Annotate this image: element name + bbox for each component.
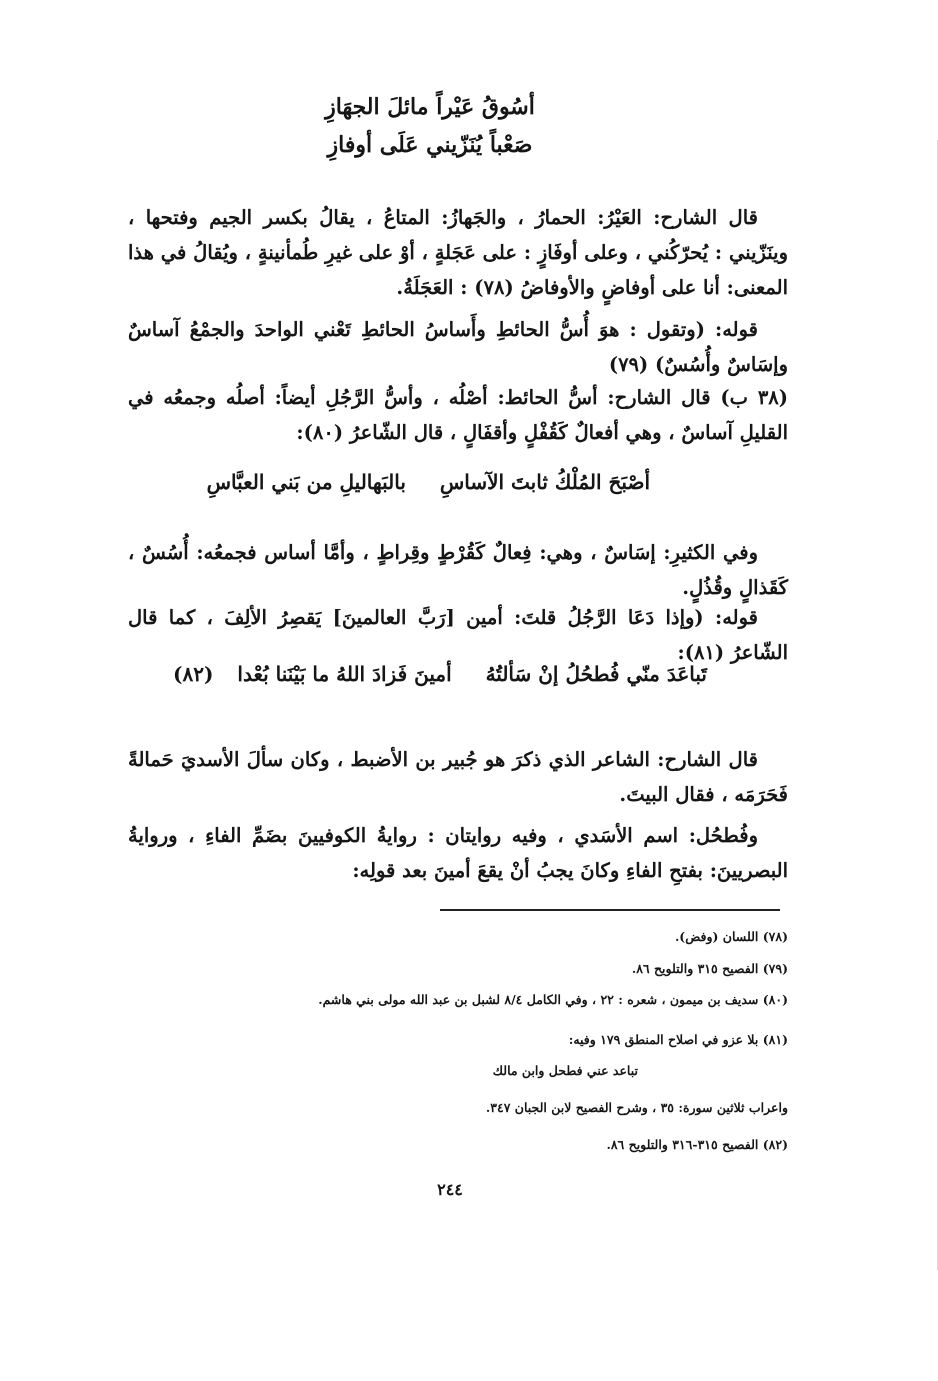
verse-amin — [160, 662, 720, 686]
footnote-78: (٧٨) اللسان (وفض). — [674, 929, 788, 944]
footnote-82: (٨٢) الفصيح ٣١٥-٣١٦ والتلويح ٨٦. — [606, 1137, 788, 1152]
paragraph-kathir: وفي الكثيرِ: إسَاسٌ ، وهي: فِعالٌ كَقُرْطٍ وقِراطٍ ، وأمَّا أساس فجمعُه: أُسُسٌ ، كَقَذالٍ وقُذُلٍ. — [128, 541, 788, 599]
opening-verse — [300, 88, 560, 164]
paragraph-qawluh-amin: قوله: (وإذا دَعَا الرَّجُلُ قلتَ: أمين [رَبَّ العالمينَ] يَقصِرُ الألِفَ ، كما قال الشّاعرُ (٨١): — [128, 606, 788, 664]
footnote-divider — [440, 909, 780, 911]
page-number: ٢٤٤ — [437, 1180, 463, 1199]
verse-asas — [206, 470, 650, 494]
verse-asas-second: بالبَهاليلِ من بَني العبَّاسِ — [206, 470, 406, 494]
verse-amin-first: تَباعَدَ منّي فُطحُلُ إنْ سَألتُهُ — [485, 662, 707, 686]
verse-line-2: صَعْباً يُنَزّيني عَلَى أوفازِ — [327, 132, 533, 158]
footnote-80: (٨٠) سديف بن ميمون ، شعره : ٢٢ ، وفي الكامل ٨/٤ لشبل بن عبد الله مولى بني هاشم. — [318, 992, 788, 1007]
paragraph-futhul: وفُطحُل: اسم الأسَدي ، وفيه روايتان : روايةُ الكوفيينَ بضَمِّ الفاءِ ، وروايةُ البصريينَ: بفتحِ الفاءِ وكانَ يجبُ أنْ يقعَ أمينَ بعد قولِه: — [128, 824, 788, 882]
paragraph-qawluh-uss: قوله: (وتقول : هوَ أُسُّ الحائطِ وأَساسُ الحائطِ تَعْني الواحدَ والجمْعُ آساسٌ وإسَاسٌ وأُسُسٌ) (٧٩) — [128, 318, 788, 376]
verse-amin-ref: (٨٢) — [173, 662, 214, 686]
verse-amin-second: أمينَ فَزادَ اللهُ ما بَيْنَنا بُعْدا — [237, 662, 452, 686]
footnote-81-cont: واعراب ثلاثين سورة: ٣٥ ، وشرح الفصيح لابن الجبان ٣٤٧. — [485, 1100, 788, 1115]
verse-line-1: أسُوقُ عَيْراً مائلَ الجهَازِ — [325, 94, 535, 120]
footnote-81-verse: تباعد عني فطحل وابن مالك — [492, 1063, 638, 1078]
footnote-79: (٧٩) الفصيح ٣١٥ والتلويح ٨٦. — [631, 961, 788, 976]
paragraph-sharih-uss: (٣٨ ب) قال الشارح: أسُّ الحائط: أصْلُه ، وأسُّ الرَّجُلِ أيضاً: أصلُه وجمعُه في القليلِ آساسٌ ، وهي أفعالٌ كَقُفْلٍ وأقفَالٍ ، قال الشّاعرُ (٨٠): — [128, 386, 788, 444]
footnote-81: (٨١) بلا عزو في اصلاح المنطق ١٧٩ وفيه: — [568, 1032, 788, 1047]
paragraph-sharih-ayr: قال الشارح: العَيْرُ: الحمارُ ، والجَهازُ: المتاعُ ، يقالُ بكسر الجيم وفتحها ، وينَزّيني : يُحرّكُني ، وعلى أوفَازٍ : على عَجَلةٍ ، أوْ على غيرِ طُمأنينةٍ ، ويُقالُ في هذا المعنى: أنا على أوفاضٍ والأوفاضُ (٧٨) : العَجَلَةُ. — [128, 206, 788, 299]
paragraph-sharih-jubayr: قال الشارح: الشاعر الذي ذكرَ هو جُبير بن الأضبط ، وكان سألَ الأسديَ حَمالةً فَحَرَمَه ، فقال البيتَ. — [128, 748, 788, 806]
verse-asas-first: أصْبَحَ المُلْكُ ثابتَ الآساسِ — [439, 470, 650, 494]
